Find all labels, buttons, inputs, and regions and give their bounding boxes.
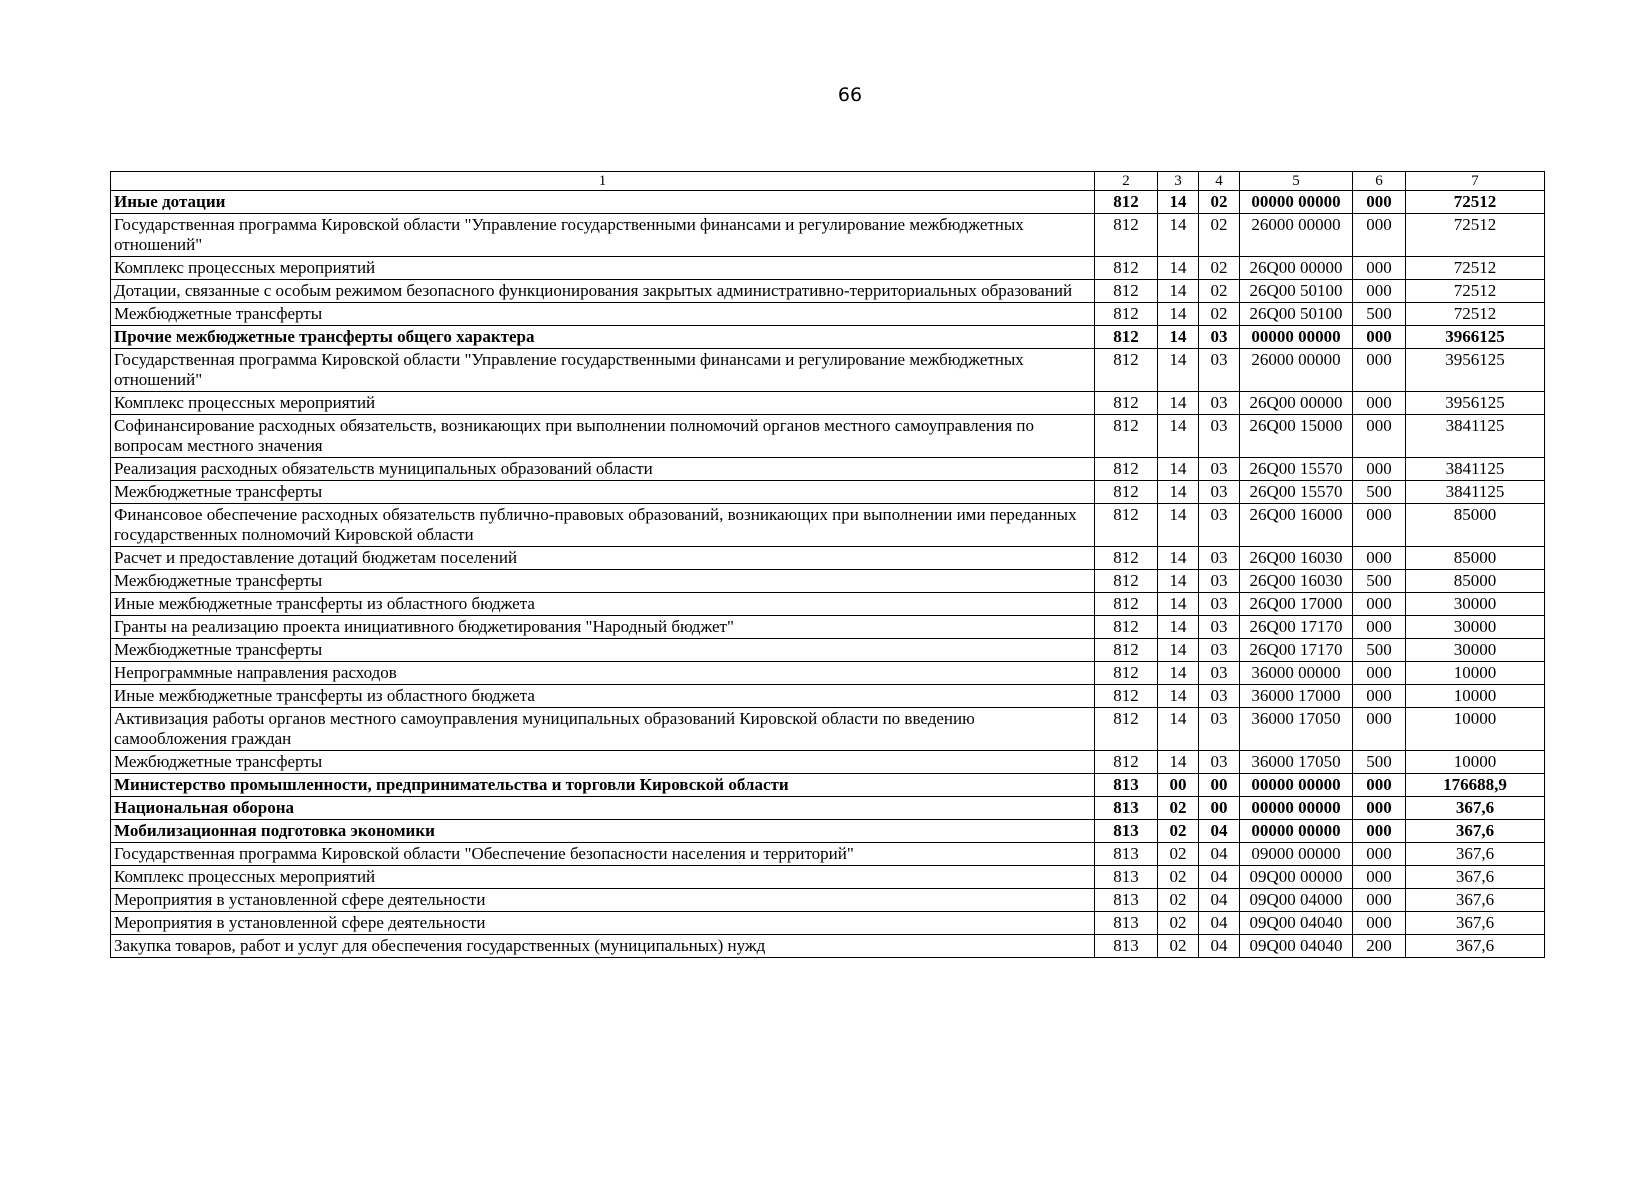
target-article-cell: 00000 00000: [1240, 191, 1353, 214]
row-name-cell: Прочие межбюджетные трансферты общего характера: [111, 326, 1095, 349]
section-cell: 14: [1158, 662, 1199, 685]
amount-cell: 367,6: [1406, 889, 1545, 912]
amount-cell: 85000: [1406, 570, 1545, 593]
expense-type-cell: 000: [1353, 708, 1406, 751]
subsection-cell: 02: [1199, 257, 1240, 280]
gov-code-cell: 812: [1095, 639, 1158, 662]
target-article-cell: 09Q00 04040: [1240, 935, 1353, 958]
subsection-cell: 00: [1199, 797, 1240, 820]
amount-cell: 367,6: [1406, 843, 1545, 866]
gov-code-cell: 812: [1095, 504, 1158, 547]
target-article-cell: 09Q00 00000: [1240, 866, 1353, 889]
amount-cell: 3841125: [1406, 481, 1545, 504]
row-name-cell: Расчет и предоставление дотаций бюджетам поселений: [111, 547, 1095, 570]
expense-type-cell: 000: [1353, 774, 1406, 797]
section-cell: 14: [1158, 392, 1199, 415]
amount-cell: 85000: [1406, 504, 1545, 547]
table-row: [111, 415, 1545, 458]
subsection-cell: 03: [1199, 547, 1240, 570]
budget-table: [110, 171, 1545, 958]
row-name-cell: Национальная оборона: [111, 797, 1095, 820]
row-name-cell: Межбюджетные трансферты: [111, 570, 1095, 593]
table-row: [111, 751, 1545, 774]
row-name-cell: Министерство промышленности, предпринимательства и торговли Кировской области: [111, 774, 1095, 797]
table-row: [111, 547, 1545, 570]
table-row: [111, 303, 1545, 326]
expense-type-cell: 000: [1353, 797, 1406, 820]
expense-type-cell: 000: [1353, 504, 1406, 547]
target-article-cell: 09000 00000: [1240, 843, 1353, 866]
subsection-cell: 03: [1199, 481, 1240, 504]
subsection-cell: 03: [1199, 349, 1240, 392]
table-row: [111, 570, 1545, 593]
row-name-cell: Межбюджетные трансферты: [111, 751, 1095, 774]
target-article-cell: 26000 00000: [1240, 214, 1353, 257]
subsection-cell: 03: [1199, 751, 1240, 774]
section-cell: 00: [1158, 774, 1199, 797]
section-cell: 14: [1158, 685, 1199, 708]
expense-type-cell: 500: [1353, 481, 1406, 504]
amount-cell: 367,6: [1406, 820, 1545, 843]
target-article-cell: 26Q00 16030: [1240, 547, 1353, 570]
subsection-cell: 03: [1199, 504, 1240, 547]
row-name-cell: Комплекс процессных мероприятий: [111, 392, 1095, 415]
section-cell: 14: [1158, 708, 1199, 751]
subsection-cell: 03: [1199, 392, 1240, 415]
amount-cell: 3956125: [1406, 392, 1545, 415]
gov-code-cell: 812: [1095, 280, 1158, 303]
expense-type-cell: 000: [1353, 843, 1406, 866]
row-name-cell: Комплекс процессных мероприятий: [111, 257, 1095, 280]
expense-type-cell: 000: [1353, 820, 1406, 843]
target-article-cell: 36000 17050: [1240, 708, 1353, 751]
section-cell: 14: [1158, 547, 1199, 570]
row-name-cell: Мероприятия в установленной сфере деятельности: [111, 889, 1095, 912]
table-row: [111, 639, 1545, 662]
gov-code-cell: 812: [1095, 616, 1158, 639]
table-row: [111, 616, 1545, 639]
amount-cell: 72512: [1406, 191, 1545, 214]
row-name-cell: Иные межбюджетные трансферты из областного бюджета: [111, 685, 1095, 708]
subsection-cell: 04: [1199, 820, 1240, 843]
subsection-cell: 00: [1199, 774, 1240, 797]
expense-type-cell: 500: [1353, 751, 1406, 774]
table-body: [111, 172, 1545, 958]
expense-type-cell: 000: [1353, 257, 1406, 280]
table-row: [111, 774, 1545, 797]
subsection-cell: 03: [1199, 616, 1240, 639]
amount-cell: 10000: [1406, 708, 1545, 751]
expense-type-cell: 500: [1353, 570, 1406, 593]
row-name-cell: Иные межбюджетные трансферты из областного бюджета: [111, 593, 1095, 616]
gov-code-cell: 812: [1095, 708, 1158, 751]
amount-cell: 367,6: [1406, 935, 1545, 958]
row-name-cell: Мобилизационная подготовка экономики: [111, 820, 1095, 843]
table-row: [111, 797, 1545, 820]
subsection-cell: 03: [1199, 326, 1240, 349]
gov-code-cell: 813: [1095, 866, 1158, 889]
header-cell: 6: [1353, 172, 1406, 191]
row-name-cell: Государственная программа Кировской области "Обеспечение безопасности населения и территорий": [111, 843, 1095, 866]
section-cell: 14: [1158, 593, 1199, 616]
gov-code-cell: 812: [1095, 481, 1158, 504]
amount-cell: 176688,9: [1406, 774, 1545, 797]
target-article-cell: 26Q00 00000: [1240, 392, 1353, 415]
subsection-cell: 04: [1199, 889, 1240, 912]
target-article-cell: 36000 00000: [1240, 662, 1353, 685]
section-cell: 02: [1158, 866, 1199, 889]
table-row: [111, 191, 1545, 214]
section-cell: 02: [1158, 912, 1199, 935]
table-row: [111, 481, 1545, 504]
section-cell: 14: [1158, 458, 1199, 481]
row-name-cell: Закупка товаров, работ и услуг для обеспечения государственных (муниципальных) нужд: [111, 935, 1095, 958]
section-cell: 14: [1158, 504, 1199, 547]
table-row: [111, 843, 1545, 866]
target-article-cell: 26Q00 17170: [1240, 616, 1353, 639]
header-cell: 5: [1240, 172, 1353, 191]
subsection-cell: 03: [1199, 685, 1240, 708]
section-cell: 14: [1158, 257, 1199, 280]
gov-code-cell: 813: [1095, 889, 1158, 912]
expense-type-cell: 500: [1353, 639, 1406, 662]
subsection-cell: 03: [1199, 415, 1240, 458]
gov-code-cell: 813: [1095, 912, 1158, 935]
table-row: [111, 912, 1545, 935]
table-row: [111, 685, 1545, 708]
section-cell: 02: [1158, 935, 1199, 958]
header-cell: 2: [1095, 172, 1158, 191]
table-row: [111, 820, 1545, 843]
gov-code-cell: 812: [1095, 257, 1158, 280]
target-article-cell: 26000 00000: [1240, 349, 1353, 392]
section-cell: 02: [1158, 797, 1199, 820]
amount-cell: 10000: [1406, 685, 1545, 708]
target-article-cell: 26Q00 15570: [1240, 481, 1353, 504]
target-article-cell: 09Q00 04000: [1240, 889, 1353, 912]
subsection-cell: 02: [1199, 303, 1240, 326]
expense-type-cell: 000: [1353, 912, 1406, 935]
row-name-cell: Активизация работы органов местного самоуправления муниципальных образований Кировской области по введению самообложения граждан: [111, 708, 1095, 751]
expense-type-cell: 000: [1353, 685, 1406, 708]
subsection-cell: 03: [1199, 458, 1240, 481]
table-row: [111, 708, 1545, 751]
amount-cell: 3966125: [1406, 326, 1545, 349]
expense-type-cell: 000: [1353, 866, 1406, 889]
amount-cell: 367,6: [1406, 866, 1545, 889]
expense-type-cell: 000: [1353, 889, 1406, 912]
gov-code-cell: 812: [1095, 547, 1158, 570]
table-row: [111, 593, 1545, 616]
gov-code-cell: 812: [1095, 392, 1158, 415]
amount-cell: 367,6: [1406, 912, 1545, 935]
expense-type-cell: 000: [1353, 349, 1406, 392]
header-cell: 3: [1158, 172, 1199, 191]
amount-cell: 72512: [1406, 214, 1545, 257]
expense-type-cell: 000: [1353, 547, 1406, 570]
row-name-cell: Межбюджетные трансферты: [111, 303, 1095, 326]
target-article-cell: 26Q00 50100: [1240, 280, 1353, 303]
gov-code-cell: 812: [1095, 662, 1158, 685]
row-name-cell: Межбюджетные трансферты: [111, 481, 1095, 504]
expense-type-cell: 000: [1353, 214, 1406, 257]
expense-type-cell: 000: [1353, 458, 1406, 481]
section-cell: 14: [1158, 349, 1199, 392]
section-cell: 14: [1158, 570, 1199, 593]
subsection-cell: 03: [1199, 639, 1240, 662]
section-cell: 14: [1158, 214, 1199, 257]
target-article-cell: 26Q00 17170: [1240, 639, 1353, 662]
header-cell: 7: [1406, 172, 1545, 191]
table-row: [111, 349, 1545, 392]
amount-cell: 85000: [1406, 547, 1545, 570]
amount-cell: 10000: [1406, 662, 1545, 685]
gov-code-cell: 812: [1095, 214, 1158, 257]
row-name-cell: Дотации, связанные с особым режимом безопасного функционирования закрытых административно-территориальных образований: [111, 280, 1095, 303]
section-cell: 02: [1158, 843, 1199, 866]
amount-cell: 30000: [1406, 639, 1545, 662]
page-number: 66: [837, 84, 863, 106]
subsection-cell: 03: [1199, 593, 1240, 616]
expense-type-cell: 000: [1353, 326, 1406, 349]
target-article-cell: 09Q00 04040: [1240, 912, 1353, 935]
subsection-cell: 02: [1199, 191, 1240, 214]
gov-code-cell: 812: [1095, 415, 1158, 458]
target-article-cell: 00000 00000: [1240, 326, 1353, 349]
section-cell: 14: [1158, 639, 1199, 662]
amount-cell: 30000: [1406, 616, 1545, 639]
subsection-cell: 04: [1199, 843, 1240, 866]
row-name-cell: Государственная программа Кировской области "Управление государственными финансами и регулирование межбюджетных отношений": [111, 349, 1095, 392]
target-article-cell: 26Q00 15570: [1240, 458, 1353, 481]
section-cell: 02: [1158, 820, 1199, 843]
gov-code-cell: 812: [1095, 570, 1158, 593]
subsection-cell: 04: [1199, 866, 1240, 889]
amount-cell: 367,6: [1406, 797, 1545, 820]
row-name-cell: Гранты на реализацию проекта инициативного бюджетирования "Народный бюджет": [111, 616, 1095, 639]
table-row: [111, 326, 1545, 349]
subsection-cell: 03: [1199, 662, 1240, 685]
expense-type-cell: 000: [1353, 415, 1406, 458]
gov-code-cell: 812: [1095, 593, 1158, 616]
expense-type-cell: 000: [1353, 280, 1406, 303]
row-name-cell: Непрограммные направления расходов: [111, 662, 1095, 685]
table-row: [111, 280, 1545, 303]
table-row: [111, 392, 1545, 415]
target-article-cell: 26Q00 00000: [1240, 257, 1353, 280]
table-row: [111, 504, 1545, 547]
target-article-cell: 26Q00 50100: [1240, 303, 1353, 326]
subsection-cell: 02: [1199, 280, 1240, 303]
row-name-cell: Межбюджетные трансферты: [111, 639, 1095, 662]
amount-cell: 72512: [1406, 280, 1545, 303]
table-row: [111, 257, 1545, 280]
expense-type-cell: 000: [1353, 662, 1406, 685]
header-cell: 4: [1199, 172, 1240, 191]
section-cell: 14: [1158, 191, 1199, 214]
table-row: [111, 662, 1545, 685]
expense-type-cell: 200: [1353, 935, 1406, 958]
table-row: [111, 214, 1545, 257]
target-article-cell: 36000 17050: [1240, 751, 1353, 774]
table-row: [111, 866, 1545, 889]
header-cell: 1: [111, 172, 1095, 191]
expense-type-cell: 500: [1353, 303, 1406, 326]
subsection-cell: 03: [1199, 570, 1240, 593]
amount-cell: 30000: [1406, 593, 1545, 616]
amount-cell: 3841125: [1406, 415, 1545, 458]
gov-code-cell: 812: [1095, 751, 1158, 774]
section-cell: 14: [1158, 616, 1199, 639]
gov-code-cell: 813: [1095, 935, 1158, 958]
row-name-cell: Мероприятия в установленной сфере деятельности: [111, 912, 1095, 935]
gov-code-cell: 812: [1095, 303, 1158, 326]
target-article-cell: 26Q00 16030: [1240, 570, 1353, 593]
target-article-cell: 26Q00 16000: [1240, 504, 1353, 547]
subsection-cell: 04: [1199, 912, 1240, 935]
section-cell: 14: [1158, 481, 1199, 504]
gov-code-cell: 812: [1095, 685, 1158, 708]
gov-code-cell: 812: [1095, 349, 1158, 392]
amount-cell: 10000: [1406, 751, 1545, 774]
expense-type-cell: 000: [1353, 191, 1406, 214]
expense-type-cell: 000: [1353, 593, 1406, 616]
amount-cell: 3841125: [1406, 458, 1545, 481]
section-cell: 14: [1158, 280, 1199, 303]
table-row: [111, 935, 1545, 958]
section-cell: 14: [1158, 415, 1199, 458]
section-cell: 14: [1158, 326, 1199, 349]
target-article-cell: 36000 17000: [1240, 685, 1353, 708]
row-name-cell: Комплекс процессных мероприятий: [111, 866, 1095, 889]
gov-code-cell: 813: [1095, 820, 1158, 843]
subsection-cell: 02: [1199, 214, 1240, 257]
gov-code-cell: 812: [1095, 458, 1158, 481]
gov-code-cell: 813: [1095, 797, 1158, 820]
row-name-cell: Финансовое обеспечение расходных обязательств публично-правовых образований, возникающих при выполнении ими переданных государственных полномочий Кировской области: [111, 504, 1095, 547]
amount-cell: 3956125: [1406, 349, 1545, 392]
row-name-cell: Софинансирование расходных обязательств, возникающих при выполнении полномочий органов местного самоуправления по вопросам местного значения: [111, 415, 1095, 458]
section-cell: 14: [1158, 303, 1199, 326]
gov-code-cell: 813: [1095, 774, 1158, 797]
subsection-cell: 03: [1199, 708, 1240, 751]
amount-cell: 72512: [1406, 303, 1545, 326]
table-header-row: [111, 172, 1545, 191]
gov-code-cell: 812: [1095, 326, 1158, 349]
section-cell: 02: [1158, 889, 1199, 912]
section-cell: 14: [1158, 751, 1199, 774]
subsection-cell: 04: [1199, 935, 1240, 958]
target-article-cell: 00000 00000: [1240, 820, 1353, 843]
amount-cell: 72512: [1406, 257, 1545, 280]
expense-type-cell: 000: [1353, 616, 1406, 639]
table-row: [111, 889, 1545, 912]
gov-code-cell: 812: [1095, 191, 1158, 214]
row-name-cell: Государственная программа Кировской области "Управление государственными финансами и регулирование межбюджетных отношений": [111, 214, 1095, 257]
target-article-cell: 00000 00000: [1240, 797, 1353, 820]
expense-type-cell: 000: [1353, 392, 1406, 415]
target-article-cell: 26Q00 15000: [1240, 415, 1353, 458]
row-name-cell: Иные дотации: [111, 191, 1095, 214]
gov-code-cell: 813: [1095, 843, 1158, 866]
table-row: [111, 458, 1545, 481]
target-article-cell: 26Q00 17000: [1240, 593, 1353, 616]
row-name-cell: Реализация расходных обязательств муниципальных образований области: [111, 458, 1095, 481]
target-article-cell: 00000 00000: [1240, 774, 1353, 797]
